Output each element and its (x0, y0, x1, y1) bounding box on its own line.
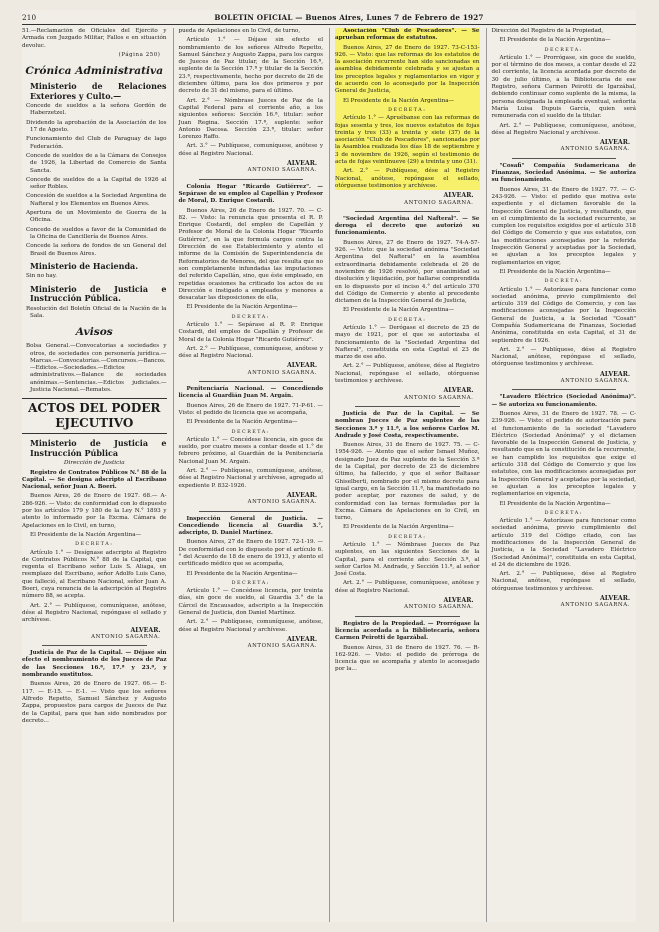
decree-title: Registro de la Propiedad. — Prorrógase la licencia acordada a la Bibliotecaria, señora Carmen Peirotti de Igarzábal. (335, 620, 480, 642)
section-title-actos: ACTOS DEL PODER EJECUTIVO (22, 398, 167, 434)
toc-item: Concedo de sueldos a favor de la Comunidad de la Oficina de Cancillería de Buenos Aires. (26, 226, 167, 240)
signature-sagarna: ANTONIO SAGARNA. (560, 378, 630, 385)
toc-item: Apertura de un Movimiento de Guerra de la Oficina. (26, 210, 167, 224)
decreta-label: DECRETA: (231, 314, 270, 320)
signature-sagarna: ANTONIO SAGARNA. (91, 633, 161, 640)
decree-title: Asociación "Club de Pescadores". — Se aprueban reformas de estatutos. (335, 28, 480, 42)
decreta-label: DECRETA: (388, 107, 427, 113)
decreta-label: DECRETA: (231, 580, 270, 586)
decree-body: pueda de Apelaciones en lo Civil, de turno, (178, 28, 301, 34)
decree-title: "Lavadero Eléctrico (Sociedad Anónima)". — Se autoriza su funcionamiento. (491, 394, 636, 408)
president-line: El Presidente de la Nación Argentina— (186, 570, 298, 577)
signature-alvear: ALVEAR. (599, 139, 630, 147)
ministry-heading: Ministerio de Justicia e Instrucción Pública (30, 438, 167, 458)
toc-item: Concede la señora de fondos de un General del Brasil de Buenos Aires. (26, 243, 167, 257)
president-line: El Presidente de la Nación Argentina— (186, 419, 298, 426)
intro-page: (Página 250) (118, 51, 161, 58)
column-3 (329, 28, 480, 922)
president-line: El Presidente de la Nación Argentina— (343, 524, 455, 531)
decreta-label: DECRETA: (75, 542, 114, 548)
decree-article: Art. 2.° — Publíquese, comuníquese, anótese, dése al Registro Nacional y archívese, agregado al expediente P. 832-1926. (178, 468, 323, 489)
signature-alvear: ALVEAR. (443, 597, 474, 605)
decree-article: Art. 2.° — Publíquese, dése al Registro Nacional, anótese, repóngase el sellado, otórguense testimonios y archívese. (335, 168, 480, 189)
divider (355, 616, 460, 617)
signature-sagarna: ANTONIO SAGARNA. (247, 499, 317, 506)
signature-alvear: ALVEAR. (599, 370, 630, 378)
decree-title: "Sociedad Argentina del Nafteral". — Se deroga el decreto que autorizó su funcionamiento. (335, 215, 480, 237)
decree-title: Justicia de Paz de la Capital. — Déjase sin efecto el nombramiento de los Jueces de Paz de las Secciones 16.ª, 17.ª y 23.ª, y nombrando sustitutos. (22, 650, 167, 679)
divider (42, 645, 147, 646)
signature-alvear: ALVEAR. (443, 387, 474, 395)
signature-alvear: ALVEAR. (443, 192, 474, 200)
decree-article: Artículo 1.° — Autorízase para funcionar como sociedad anónima, previo cumplimiento del artículo 319 del Código de Comercio, y con las modificaciones aconsejadas por la Inspección General de Justicia, a la Sociedad "Cosafi" Compañía Sudamericana de Finanzas, Sociedad Anónima, constituida en esta Capital, el 31 de septiembre de 1926. (491, 286, 636, 344)
decree-article: Art. 2.° — Publíquese, anótese, dése al Registro Nacional, repóngase el sellado, otórguense testimonios y archívese. (335, 363, 480, 385)
decree-article: Artículo 1.° — Sepárase al R. P. Enrique Costardi, del empleo de Capellán y Profesor de Moral de la Colonia Hogar "Ricardo Gutiérrez". (178, 321, 323, 343)
decree-article: Art. 2.° — Publíquese, comuníquese, anótese, dése al Registro Nacional, repóngase el sellado y archívese. (22, 602, 167, 624)
decree-article: Art. 2.° — Publíquese, comuníquese, anótese y dése al Registro Nacional. (335, 580, 480, 594)
president-line: El Presidente de la Nación Argentina— (499, 500, 611, 507)
signature-alvear: ALVEAR. (599, 595, 630, 603)
page-title: BOLETIN OFICIAL — Buenos Aires, Lunes 7 de Febrero de 1927 (214, 12, 484, 22)
toc-item: Sin no hay. (26, 273, 57, 280)
decree-body: Buenos Aires, 27 de Enero de 1927. 73-C-153-926. — Visto: que las reformas de los estatutos de la asociación recurrente han sido sancionadas en asamblea debidamente celebrada y se ajustan a los preceptos legales y reglamentarios en vigor y de acuerdo con lo aconsejado por la Inspección General de Justicia, (335, 44, 480, 95)
toc-item: Concede de sueldos de a la Cámara de Consejos de 1926, la Libertad de Comercio de Santa Sancta. (26, 152, 167, 174)
president-line: El Presidente de la Nación Argentina— (30, 531, 142, 538)
decree-body: Buenos Aires, 26 de Enero de 1927. 66.— E-117. — E-15. — E-1. — Visto que los señores Alfredo Repetto, Samuel Sánchez y Augusto Zappa, propuestos para cargos de Jueces de Paz de la Capital, para que han sido nombrados por decreto... (22, 681, 167, 724)
divider (199, 381, 304, 382)
divider (512, 158, 617, 159)
newspaper-page (22, 10, 636, 922)
decree-body: Buenos Aires, 31 de Enero de 1927. 78. — C-239-926. — Visto: el pedido de autorización para el funcionamiento de la sociedad "Lavadero Eléctrico (Sociedad Anónima)" y el dictamen favorable de la Inspección General de Justicia, y resultando que en la constitución de la recurrente, se han cumplido los requisitos que exige el artículo 318 del Código de Comercio y que los estatutos, con las modificaciones aconsejadas por la Inspección General y aceptadas por la sociedad, se ajustan a los preceptos legales y reglamentarios en vigencia, (491, 410, 636, 498)
signature-sagarna: ANTONIO SAGARNA. (560, 602, 630, 609)
decree-article: Art. 2.° — Publíquese, dése al Registro Nacional, anótese, repóngase el sellado, otórguense testimonios y archívese. (491, 346, 636, 368)
column-2 (173, 28, 324, 922)
divider (512, 389, 617, 390)
column-4 (486, 28, 637, 922)
signature-sagarna: ANTONIO SAGARNA. (247, 167, 317, 174)
decree-article: Art. 2.° — Publíquese, comuníquese, anótese, dése al Registro Nacional y archívese. (178, 619, 323, 633)
decree-body: Buenos Aires, 31 de Enero de 1927. 77. — C-243-926. — Visto: el pedido que motiva este expediente y el dictamen favorable de la Inspección General de Justicia, y resultando, que en el cumplimiento de la sociedad recurrente, se cumplen los requisitos exigidos por el artículo 318 del Código de Comercio y que sus estatutos, con las modificaciones aconsejadas por la referida Inspección General y aceptadas por la Sociedad, se ajustan a los preceptos legales y reglamentarios en vigor, (491, 186, 636, 266)
section-title-admin: Crónica Administrativa (25, 65, 164, 78)
toc-item: Concede de sueldos de a la Capital de 1926 al señor Robles. (26, 176, 167, 191)
decree-title: Registro de Contratos Públicos N.° 88 de la Capital. — Se designa adscripto al Escribano Nacional, señor Juan A. Boeri. (22, 469, 167, 491)
president-line: El Presidente de la Nación Argentina— (343, 307, 455, 314)
decree-article: Art. 2.° — Publíquese, dése al Registro Nacional, anótese, repóngase el sellado, otórguense testimonios y archívese. (491, 571, 636, 592)
signature-sagarna: ANTONIO SAGARNA. (404, 199, 474, 206)
decree-article: Artículo 1.° — Autorízase para funcionar como sociedad anónima, previo cumplimiento del artículo 319 del Código citado, con las modificaciones de la Inspección General de Justicia, a la Sociedad "Lavadero Eléctrico (Sociedad Anónima)", constituida en esta Capital, el 24 de diciembre de 1926. (491, 518, 636, 568)
decree-article: Artículo 1.° — Déjase sin efecto el nombramiento de los señores Alfredo Repetto, Samuel Sánchez y Augusto Zappa, para los cargos de Jueces de Paz titular, de la Sección 16.ª, suplente de la Sección 17.ª y titular de la Sección 23.ª, respectivamente, hecho por decreto de 26 de diciembre último, para los dos primeros y por decreto de 31 del mismo, para el último. (178, 37, 323, 95)
decree-article: Artículo 1.° — Concédese licencia, por treinta días, sin goce de sueldo, al Guardia 3.° de la Cárcel de Encausados, adscripto a la Inspección General de Justicia, don Daniel Martínez. (178, 588, 323, 617)
decree-title: Penitenciaría Nacional. — Concediendo licencia al Guardián Juan M. Argain. (178, 386, 323, 400)
direction-heading: Dirección de Justicia (63, 460, 125, 467)
toc-item: Concede de sueldos a la señora Gordón de Haberzetzel. (26, 103, 167, 117)
intro-text: 51.—Reclamación de Oficiales del Ejército y Armada con Juzgado Militar, Fallos e en situación devoluc. (22, 28, 167, 49)
signature-sagarna: ANTONIO SAGARNA. (247, 369, 317, 376)
signature-sagarna: ANTONIO SAGARNA. (247, 643, 317, 650)
decree-article: Artículo 1.° — Nómbrase Jueces de Paz suplentes, en las siguientes Secciones de la Capital, para el corriente año: Sección 3.ª, al señor Carlos M. Andrade, y Sección 11.ª, al señor José Costa. (335, 542, 480, 578)
decree-article: Art. 3.° — Publíquese, comuníquese, anótese y dése al Registro Nacional. (178, 143, 323, 157)
decree-title: Justicia de Paz de la Capital. — Se nombran Jueces de Paz suplentes de las Secciones 3.ª y 11.ª, a los señores Carlos M. Andrade y José Costa, respectivamente. (335, 410, 480, 439)
divider (199, 511, 304, 512)
decreta-label: DECRETA: (544, 279, 583, 285)
signature-sagarna: ANTONIO SAGARNA. (404, 604, 474, 611)
toc-item: Bolsa General.—Convocatorias a sociedades y otros, de sociedades con personería jurídica.—Marcas.—Convocatorias.—Concursos.—Bancos.—Edictos.—Sociedades.—Edictos administrativos.—Balance de sociedades anónimas.—Sentencias.—Edictos judiciales.—Justicia Nacional.—Remates. (26, 343, 167, 393)
highlighted-decree (335, 28, 480, 190)
president-line: El Presidente de la Nación Argentina— (343, 97, 455, 104)
decree-body: Buenos Aires, 31 de Enero de 1927. 75. — C-1954-926. — Atento que el señor Ismael Muñoz, designado Juez de Paz suplente de la Sección 3.ª de la Capital, por decreto de 23 de diciembre último, ha fallecido, y que el señor Baltasar Ghiselberti, nombrado por el mismo decreto para igual cargo, en la Sección 11.ª, ha manifestado no poder aceptar, por razones de salud, y de conformidad con las ternas formuladas por la Excma. Cámara de Apelaciones en lo Civil, en turno, (335, 442, 480, 522)
decree-article: Artículo 1.° — Derógase el decreto de 25 de mayo de 1921, por el que se autorizaba el funcionamiento de la "Sociedad Argentina del Nafteral", constituida en esta Capital el 23 de marzo de ese año. (335, 324, 480, 361)
decree-body: Buenos Aires, 26 de Enero de 1927. 70. — C-82. — Visto: la renuncia que presenta el R. P. Enrique Costardi, del empleo de Capellán y Profesor de Moral de la Colonia Hogar "Ricardo Gutiérrez", en la que formula cargos contra la Dirección de ese Establecimiento y atento el informe de la Comisión de Superintendencia de Reformatorios de Menores, del que resulta que no son completamente infundadas las imputaciones del referido Capellán, sino, que éste empleado, en repetidas ocasiones ha criticado los actos de su Dirección e instigado a empleados y menores a desacatar las disposiciones de ella, (178, 207, 323, 302)
decree-body: Buenos Aires, 26 de Enero de 1927. 68.— A-286-926. — Visto: de conformidad con lo dispuesto por los artículos 179 y 180 de la Ley N.° 1893 y atento lo informado por la Excma. Cámara de Apelaciones en lo Civil, en turno, (22, 493, 167, 529)
president-line: El Presidente de la Nación Argentina— (499, 37, 611, 44)
toc-item: Funcionamiento del Club de Paraguay de lago Federación. (26, 136, 167, 150)
decree-title: Inspección General de Justicia. — Concediendo licencia al Guardia 3.°, adscripto, D. Daniel Martínez. (178, 515, 323, 537)
column-1 (22, 28, 167, 922)
section-title-avisos: Avisos (75, 326, 113, 339)
signature-alvear: ALVEAR. (286, 160, 317, 168)
decree-body: Buenos Aires, 31 de Enero de 1927. 76. — R-162-926. — Visto: el pedido de prórroga de licencia que se acompaña y atento lo aconsejado por la... (335, 644, 480, 673)
decreta-label: DECRETA: (231, 429, 270, 435)
divider (355, 406, 460, 407)
decree-article: Artículo 1.° — Apruébanse con las reformas de fojas sesenta y tres, los nuevos estatutos de fojas treinta y tres (33) a treinta y siete (37) de la asociación "Club de Pescadores", sancionadas por la Asamblea realizada los días 18 de septiembre y 3 de noviembre de 1926, según el testimonio de acta de fojas veintinueve (29) a treinta y uno (31). (335, 115, 480, 166)
signature-sagarna: ANTONIO SAGARNA. (560, 146, 630, 153)
signature-alvear: ALVEAR. (286, 362, 317, 370)
president-line: El Presidente de la Nación Argentina— (499, 268, 611, 275)
signature-alvear: ALVEAR. (286, 491, 317, 499)
decree-article: Artículo 1.° — Concédese licencia, sin goce de sueldo, por cuatro meses a contar desde el 1.° de febrero próximo, al Guardián de la Penitenciaría Nacional Juan M. Argain. (178, 436, 323, 465)
decree-body: Buenos Aires, 27 de Enero de 1927. 72-1-19. — De conformidad con lo dispuesto por el artículo 6.° del Acuerdo de 18 de enero de 1913, y atento el certificado médico que se acompaña, (178, 539, 323, 568)
signature-alvear: ALVEAR. (130, 626, 161, 634)
decreta-label: DECRETA: (544, 510, 583, 516)
decree-body: Buenos Aires, 26 de Enero de 1927. 71-P-61. — Visto: el pedido de licencia que se acompaña, (178, 402, 323, 416)
decree-body: Dirección del Registro de la Propiedad, (491, 28, 604, 34)
ministry-heading: Ministerio de Hacienda. (30, 260, 139, 271)
decree-title: Colonia Hogar "Ricardo Gutiérrez". — Sepárase de su empleo al Capellán y Profesor de Moral, D. Enrique Costardi. (178, 183, 323, 205)
decree-article: Art. 2.° — Nómbrase Jueces de Paz de la Capital Federal para el corriente año, a los siguientes señores: Sección 16.ª, titular: señor Juan Regina. Sección 17.ª, suplente: señor Antonio Dacosa. Sección 23.ª, titular: señor Lorenzo Raffo. (178, 97, 323, 141)
decree-article: Art. 2.° — Publíquese, comuníquese, anótese, dése al Registro Nacional y archívese. (491, 122, 636, 136)
signature-sagarna: ANTONIO SAGARNA. (404, 394, 474, 401)
decreta-label: DECRETA: (544, 47, 583, 53)
page-header (22, 10, 636, 25)
ministry-heading: Ministerio de Relaciones Exteriores y Culto.— (30, 81, 167, 101)
toc-item: Resolución del Boletín Oficial de la Nación de la Sala. (26, 305, 167, 319)
decree-article: Artículo 1.° — Prorrógase, sin goce de sueldo, por el término de dos meses, a contar desde el 22 del corriente, la licencia acordada por decreto de 30 de julio último, a la Bibliotecaria de ese Registro, señora Carmen Peirotti de Igarzábal, debiendo continuar como suplente de la misma, la persona designada la empleada eventual, señorita María Luisa Dupuis García, quien será remunerada con el sueldo de la titular. (491, 54, 636, 120)
divider (355, 211, 460, 212)
decreta-label: DECRETA: (388, 317, 427, 323)
signature-alvear: ALVEAR. (286, 635, 317, 643)
decree-title: "Cosafi" Compañía Sudamericana de Finanzas, Sociedad Anónima. — Se autoriza su funcionamiento. (491, 162, 636, 184)
president-line: El Presidente de la Nación Argentina— (186, 304, 298, 311)
page-number: 210 (22, 12, 37, 22)
toc-item: Concesión de sueldos a la Sociedad Argentina de Nafteral y los Elementos en Buenos Aires. (26, 193, 167, 207)
decree-body: Buenos Aires, 27 de Enero de 1927. 74-A-57-926. — Visto: que la sociedad anónima "Sociedad Argentina del Nafteral" en la asamblea extraordinaria debidamente celebrada el 26 de noviembre de 1926 resolvió, por unanimidad su disolución y liquidación, por hallarse comprendida en lo dispuesto por el inciso 4.° del artículo 370 del Código de Comercio y atento al precedente dictamen de la Inspección General de Justicia, (335, 239, 480, 305)
toc-item: Dividendo la aprobación de la Asociación de los 17 de Agosto. (26, 119, 167, 134)
decreta-label: DECRETA: (388, 534, 427, 540)
columns (22, 28, 636, 922)
decree-article: Art. 2.° — Publíquese, comuníquese, anótese y dése al Registro Nacional. (178, 345, 323, 360)
decree-article: Artículo 1.° — Desígnase adscripto al Registro de Contratos Públicos N.° 88 de la Capital, que regenta el Escribano señor Luis S. Aliaga, en reemplazo del Escribano, señor Adolfo Luis Cano, que falleció, al Escribano Nacional, señor Juan A. Boeri, cuya renuncia de la adscripción al Registro número 88, se acepta. (22, 549, 167, 600)
ministry-heading: Ministerio de Justicia e Instrucción Pública. (30, 283, 167, 304)
divider (199, 179, 304, 180)
